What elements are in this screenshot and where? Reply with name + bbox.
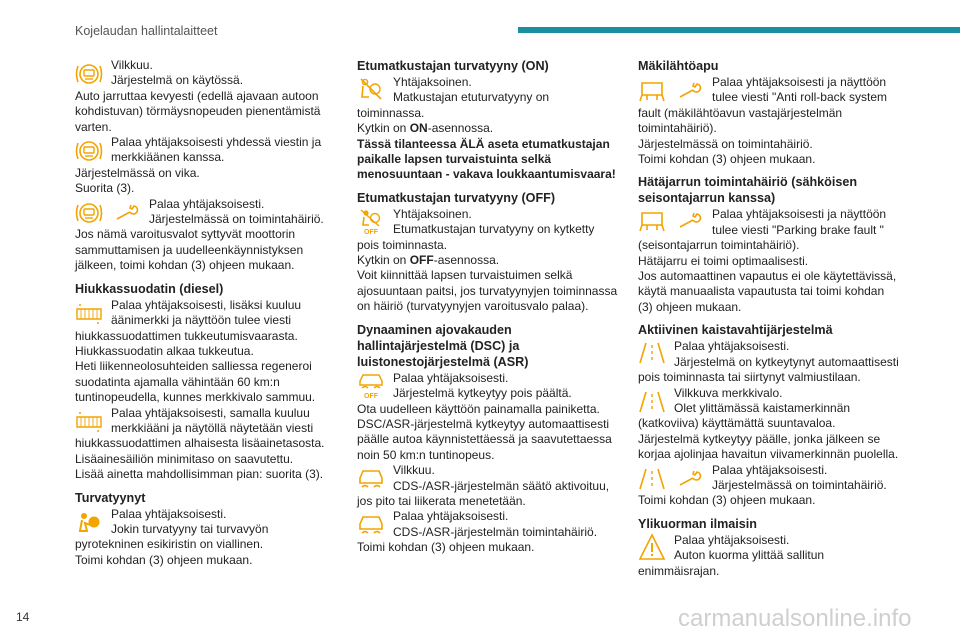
dsc-off-icon	[357, 371, 385, 399]
section-heading: Mäkilähtöapu	[638, 59, 719, 73]
indented-text	[75, 58, 337, 89]
switch-state: OFF	[409, 253, 434, 268]
block-parking-brake	[638, 207, 900, 315]
lane-assist-icon	[638, 388, 666, 416]
wrench-icon	[113, 199, 141, 227]
collision-warning-icon	[75, 137, 103, 165]
text-line: Järjestelmässä on toimintahäiriö.	[149, 212, 324, 227]
airbag-on-icon	[357, 75, 385, 103]
indented-text: Palaa yhtäjaksoisesti ja näyttöön tulee viesti "Anti roll-back system	[712, 75, 887, 105]
paragraph: Auto jarruttaa kevyesti (edellä ajavaan autoon kohdistuvan) törmäysnopeuden pienentämistä varten.	[75, 88, 321, 134]
block-lane-flashing	[638, 386, 900, 463]
text-line: Palaa yhtäjaksoisesti.	[674, 339, 790, 354]
column-1	[75, 58, 337, 568]
paragraph: fault (mäkilähtöavun vastajärjestelmän toimintahäiriö). Järjestelmässä on toimintahäiriö. Toimi kohdan (3) ohjeen mukaan.	[638, 105, 843, 167]
header-accent-bar	[518, 27, 960, 33]
collision-warning-icon	[75, 199, 103, 227]
indented-text: Palaa yhtäjaksoisesti, lisäksi kuuluu äänimerkki ja näyttöön tulee viesti	[111, 297, 302, 328]
collision-warning-icon	[75, 60, 103, 88]
switch-state: ON	[409, 121, 428, 136]
indented-text: Palaa yhtäjaksoisesti, samalla kuuluu merkkiääni ja näytöllä näytetään viesti	[111, 405, 314, 435]
dsc-icon	[357, 511, 385, 539]
paragraph: hiukkassuodattimen tukkeutumisvaarasta. Hiukkassuodatin alkaa tukkeutua. Heti liikenneolosuhteiden salliessa regeneroi suodatinta ajamalla vähintään 60 km:n tuntinopeudella, kunnes merkkivalo sammuu.	[75, 328, 316, 405]
section-heading: Aktiivinen kaistavahtijärjestelmä	[638, 323, 833, 338]
block-airbags	[75, 507, 337, 569]
text-line: Yhtäjaksoinen.	[393, 206, 472, 221]
text-span: pois toiminnasta. Kytkin on	[357, 237, 448, 268]
section-heading: Hätäjarrun toimintahäiriö (sähköisen seisontajarrun kanssa)	[638, 175, 858, 206]
indented-text	[357, 463, 619, 494]
block-collision-flashing	[75, 58, 337, 135]
text-line: Jokin turvatyyny tai turvavyön	[111, 521, 269, 536]
text-line: Palaa yhtäjaksoisesti.	[393, 370, 509, 385]
watermark: carmanualsonline.info	[678, 605, 912, 632]
paragraph: hiukkassuodattimen alhaisesta lisäainetasosta. Lisäainesäiliön minimitaso on saavutettu. Lisää ainetta mahdollisimman pian: suorita (3).	[75, 436, 325, 482]
paragraph: jos pito tai liikerata menetetään.	[357, 493, 526, 508]
block-lane-fault	[638, 463, 900, 509]
block-dsc-flashing	[357, 463, 619, 509]
indented-text	[75, 507, 337, 538]
indented-text	[357, 207, 619, 238]
block-particle-filter-clog	[75, 298, 337, 406]
indented-text: Palaa yhtäjaksoisesti ja näyttöön tulee viesti "Parking brake fault "	[712, 207, 887, 237]
paragraph: Jos nämä varoitusvalot syttyvät moottorin sammuttamisen ja uudelleenkäynnistyksen jälkeen, toimi kohdan (3) ohjeen mukaan.	[75, 227, 304, 273]
section-heading: Dynaaminen ajovakauden hallintajärjestelmä (DSC) ja luistonestojärjestelmä (ASR)	[357, 322, 529, 369]
section-heading: Ylikuorman ilmaisin	[638, 516, 757, 531]
text-line: Yhtäjaksoinen.	[393, 75, 472, 89]
text-line: CDS-/ASR-järjestelmän toimintahäiriö.	[393, 524, 598, 539]
warning-text: Tässä tilanteessa ÄLÄ aseta etumatkustajan paikalle lapsen turvaistuinta selkä menosuuntaan - vakava loukkaantumisvaara!	[357, 136, 616, 182]
text-span: -asennossa.	[427, 121, 494, 136]
dsc-icon	[357, 465, 385, 493]
block-lane-standby	[638, 339, 900, 385]
indented-text	[357, 371, 619, 402]
paragraph: Ota uudelleen käyttöön painamalla painiketta. DSC/ASR-järjestelmä kytkeytyy automaattisesti päälle autoa käynnistettäessä ja saavutettaessa noin 50 km:n tuntinopeus.	[357, 401, 612, 462]
section-heading: Etumatkustajan turvatyyny (OFF)	[357, 190, 556, 205]
lane-assist-icon	[638, 339, 666, 367]
block-collision-malfunction	[75, 197, 337, 274]
indented-text	[638, 386, 900, 417]
indented-text	[357, 509, 619, 540]
text-line: Järjestelmä kytkeytyy pois päältä.	[393, 386, 572, 401]
text-line: Palaa yhtäjaksoisesti.	[393, 509, 509, 524]
section-heading: Turvatyynyt	[75, 490, 146, 505]
wrench-icon	[676, 207, 704, 235]
block-overload	[638, 533, 900, 579]
text-line: Palaa yhtäjaksoisesti.	[149, 196, 265, 211]
particle-filter-icon	[75, 408, 103, 436]
paragraph: pyrotekninen esikiristin on viallinen. Toimi kohdan (3) ohjeen mukaan.	[75, 537, 264, 567]
paragraph: Järjestelmässä on vika. Suorita (3).	[75, 165, 200, 196]
lane-assist-icon	[638, 465, 666, 493]
text-line: Auton kuorma ylittää sallitun	[674, 548, 825, 563]
paragraph: Toimi kohdan (3) ohjeen mukaan.	[638, 493, 816, 508]
indented-text: Palaa yhtäjaksoisesti yhdessä viestin ja merkkiäänen kanssa.	[111, 135, 322, 165]
text-line: Olet ylittämässä kaistamerkinnän	[674, 400, 851, 415]
paragraph: (katkoviiva) käyttämättä suuntavaloa. Järjestelmä kytkeytyy päälle, jonka jälkeen se korjaa ajolinjaa havaitun viivamerkinnän puolella.	[638, 416, 899, 462]
block-dsc-off	[357, 371, 619, 463]
airbag-off-icon	[357, 207, 385, 235]
text-line: Vilkkuu.	[111, 58, 153, 72]
paragraph: pois toiminnasta tai siirtynyt valmiustilaan.	[638, 370, 861, 385]
hill-start-icon	[638, 207, 666, 235]
column-3	[638, 58, 900, 579]
text-line: Palaa yhtäjaksoisesti.	[111, 506, 227, 521]
text-line: Matkustajan etuturvatyyny on	[393, 90, 550, 105]
text-line: Etumatkustajan turvatyyny on kytketty	[393, 222, 595, 237]
text-line: Palaa yhtäjaksoisesti.	[712, 462, 828, 477]
block-airbag-off	[357, 207, 619, 315]
text-span: toiminnassa. Kytkin on	[357, 105, 425, 136]
indented-text	[638, 533, 900, 564]
indented-text	[638, 339, 900, 370]
text-line: Järjestelmässä on toimintahäiriö.	[712, 477, 887, 492]
text-line: Järjestelmä on kytkeytynyt automaattisesti	[674, 354, 899, 369]
text-line: Vilkkuu.	[393, 463, 435, 478]
overload-icon	[638, 533, 666, 561]
text-line: CDS-/ASR-järjestelmän säätö aktivoituu,	[393, 478, 610, 493]
section-heading: Hiukkassuodatin (diesel)	[75, 281, 224, 296]
wrench-icon	[676, 465, 704, 493]
page-header-title: Kojelaudan hallintalaitteet	[75, 24, 218, 38]
text-line: Palaa yhtäjaksoisesti.	[674, 532, 790, 547]
airbag-icon	[75, 509, 103, 537]
block-collision-fault	[75, 135, 337, 197]
wrench-icon	[676, 77, 704, 105]
block-hill-start	[638, 75, 900, 167]
particle-filter-icon	[75, 300, 103, 328]
paragraph	[357, 106, 619, 137]
block-airbag-on	[357, 75, 619, 183]
text-line: Vilkkuva merkkivalo.	[674, 385, 783, 400]
paragraph	[357, 238, 619, 315]
hill-start-icon	[638, 77, 666, 105]
indented-text	[357, 75, 619, 106]
block-dsc-fault	[357, 509, 619, 555]
block-particle-filter-additive	[75, 406, 337, 483]
paragraph: (seisontajarrun toimintahäiriö). Hätäjarru ei toimi optimaalisesti. Jos automaattinen vapautus ei ole käytettävissä, käytä manuaalista vapautusta tai toimi kohdan (3) ohjeen mukaan.	[638, 238, 897, 314]
paragraph: Toimi kohdan (3) ohjeen mukaan.	[357, 540, 535, 555]
column-2	[357, 58, 619, 556]
paragraph: enimmäisrajan.	[638, 563, 720, 578]
page-number: 14	[16, 610, 30, 624]
text-line: Järjestelmä on käytössä.	[111, 73, 244, 88]
section-heading: Etumatkustajan turvatyyny (ON)	[357, 59, 549, 73]
text-span: -asennossa. Voit kiinnittää lapsen turvaistuimen selkä ajosuuntaan paitsi, jos turvatyynyjen toiminnassa on häiriö (turvatyynyjen varoitusvalo palaa).	[357, 253, 618, 314]
